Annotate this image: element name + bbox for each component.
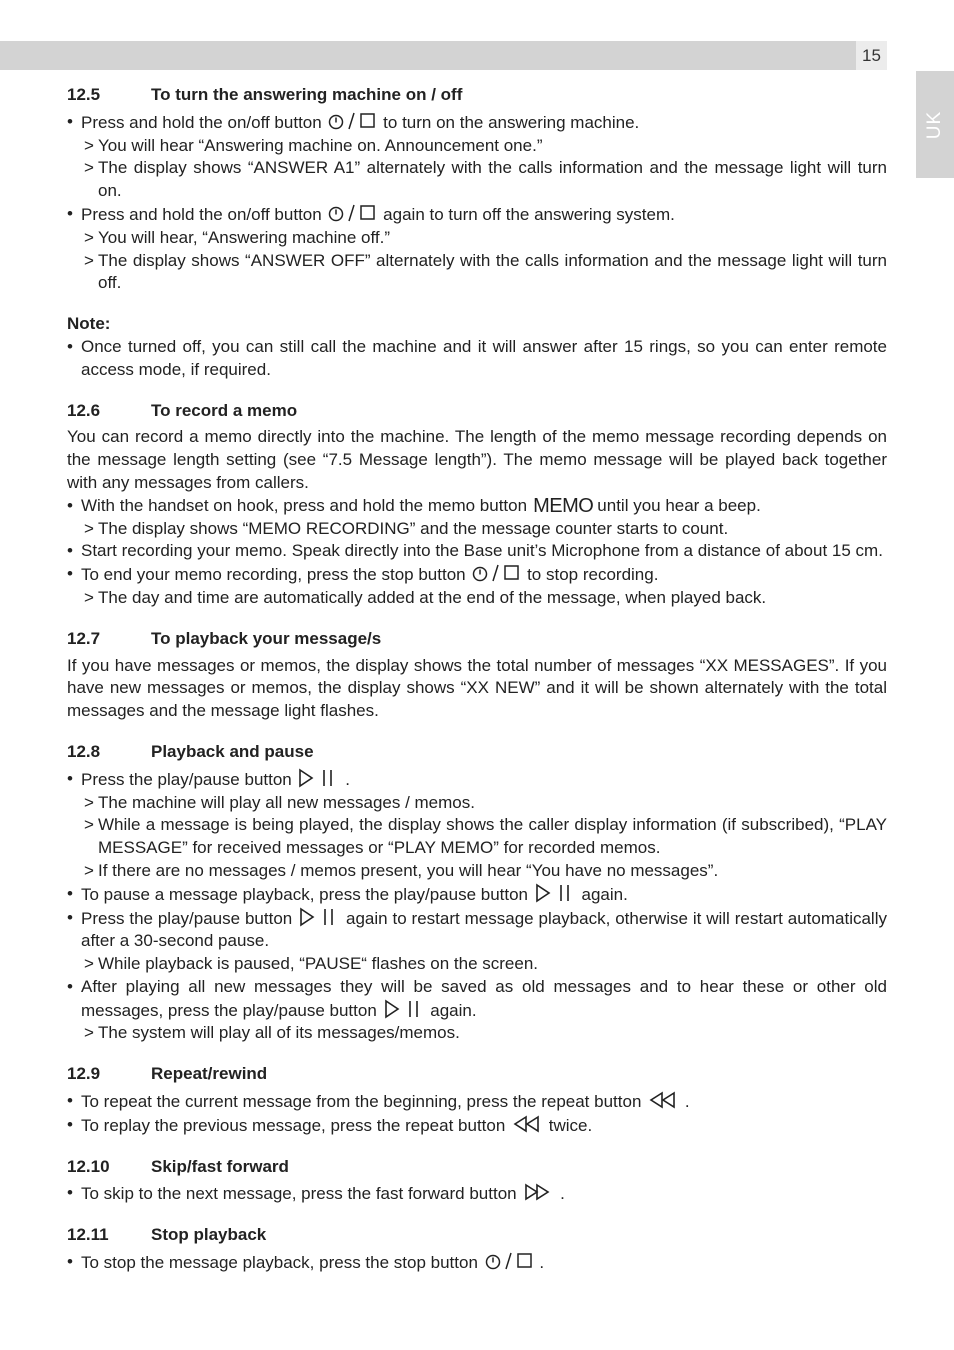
paragraph: If you have messages or memos, the display shows the total number of messages “XX MESSAGES”. If you have new messages or memos, the display shows “XX NEW” and it will be shown alternately with the total messages and the message light flashes. [67, 655, 887, 721]
fast-forward-icon [523, 1182, 553, 1202]
section-heading: 12.7 To playback your message/s [67, 628, 382, 648]
section-heading: 12.8 Playback and pause [67, 741, 314, 761]
power-slash-stop-icon [328, 203, 376, 223]
power-slash-stop-icon [328, 111, 376, 131]
sub-item: > The display shows “ANSWER OFF” alternately with the calls information and the message light will turn off. [84, 250, 887, 293]
section-12-10 [67, 1156, 887, 1207]
header-bar [0, 41, 856, 70]
list-item: • To skip to the next message, press the fast forward button . [67, 1183, 565, 1204]
sub-item: > The display shows “ANSWER A1” alternately with the calls information and the message light will turn on. [84, 158, 887, 201]
list-item: • To end your memo recording, press the stop button to stop recording. [67, 564, 659, 585]
section-heading: 12.6 To record a memo [67, 400, 298, 420]
play-pause-icon [384, 999, 424, 1019]
page-content [67, 84, 887, 1293]
rewind-icon [648, 1090, 678, 1110]
list-item: • Press and hold the on/off button again to turn off the answering system. [67, 203, 675, 224]
sub-item: > The machine will play all new messages / memos. [84, 792, 475, 812]
sub-item: > The display shows “MEMO RECORDING” and the message counter starts to count. [84, 518, 729, 538]
section-heading: 12.11 Stop playback [67, 1225, 267, 1245]
sub-item: > While a message is being played, the display shows the caller display information (if subscribed), “PLAY MESSAGE” for received messages or “PLAY MEMO” for recorded memos. [84, 815, 887, 858]
list-item: • Press the play/pause button again to restart message playback, otherwise it will restart automatically after a 30-second pause. [67, 907, 887, 951]
section-12-9 [67, 1063, 887, 1137]
note-label: Note: [67, 314, 111, 334]
list-item: • With the handset on hook, press and hold the memo button MEMO until you hear a beep. [67, 494, 761, 517]
sub-item: > While playback is paused, “PAUSE“ flashes on the screen. [84, 954, 539, 974]
list-item: • To replay the previous message, press the repeat button twice. [67, 1114, 593, 1135]
sub-item: > If there are no messages / memos present, you will hear “You have no messages”. [84, 860, 719, 880]
sub-item: > The system will play all of its messages/memos. [84, 1023, 460, 1043]
page-number: 15 [856, 41, 887, 70]
list-item: • After playing all new messages they will be saved as old messages and to hear these or other old messages, press the play/pause button again. [67, 976, 887, 1020]
section-heading: 12.5 To turn the answering machine on / off [67, 85, 463, 104]
power-slash-stop-icon [472, 563, 520, 583]
memo-icon: MEMO [533, 494, 594, 517]
list-item: • Once turned off, you can still call the machine and it will answer after 15 rings, so you can enter remote access mode, if required. [67, 336, 887, 379]
list-item: • To stop the message playback, press the stop button . [67, 1252, 545, 1273]
list-item: • To pause a message playback, press the play/pause button again. [67, 883, 628, 904]
language-tab [916, 71, 954, 178]
language-tab-label: UK [924, 110, 945, 139]
play-pause-icon [299, 907, 339, 927]
power-slash-stop-icon [485, 1251, 533, 1271]
section-heading: 12.9 Repeat/rewind [67, 1064, 268, 1084]
section-12-6 [67, 400, 887, 610]
list-item: • Press and hold the on/off button to turn on the answering machine. [67, 111, 640, 132]
section-12-7 [67, 628, 887, 723]
section-12-8 [67, 741, 887, 1045]
paragraph: You can record a memo directly into the machine. The length of the memo message recording depends on the message length setting (see “7.5 Message length”). The memo message will be played back together with any messages from callers. [67, 427, 887, 492]
play-pause-icon [298, 768, 338, 788]
play-pause-icon [535, 883, 575, 903]
sub-item: > You will hear, “Answering machine off.” [84, 227, 390, 247]
section-heading: 12.10 Skip/fast forward [67, 1156, 289, 1176]
section-12-5 [67, 84, 887, 295]
note [67, 313, 887, 381]
list-item: • Press the play/pause button . [67, 768, 350, 789]
section-12-11 [67, 1224, 887, 1275]
sub-item: > You will hear “Answering machine on. Announcement one.” [84, 135, 543, 155]
list-item: • Start recording your memo. Speak directly into the Base unit’s Microphone from a distance of about 15 cm. [67, 541, 883, 561]
rewind-icon [512, 1114, 542, 1134]
list-item: • To repeat the current message from the beginning, press the repeat button . [67, 1091, 690, 1112]
sub-item: > The day and time are automatically added at the end of the message, when played back. [84, 587, 767, 607]
